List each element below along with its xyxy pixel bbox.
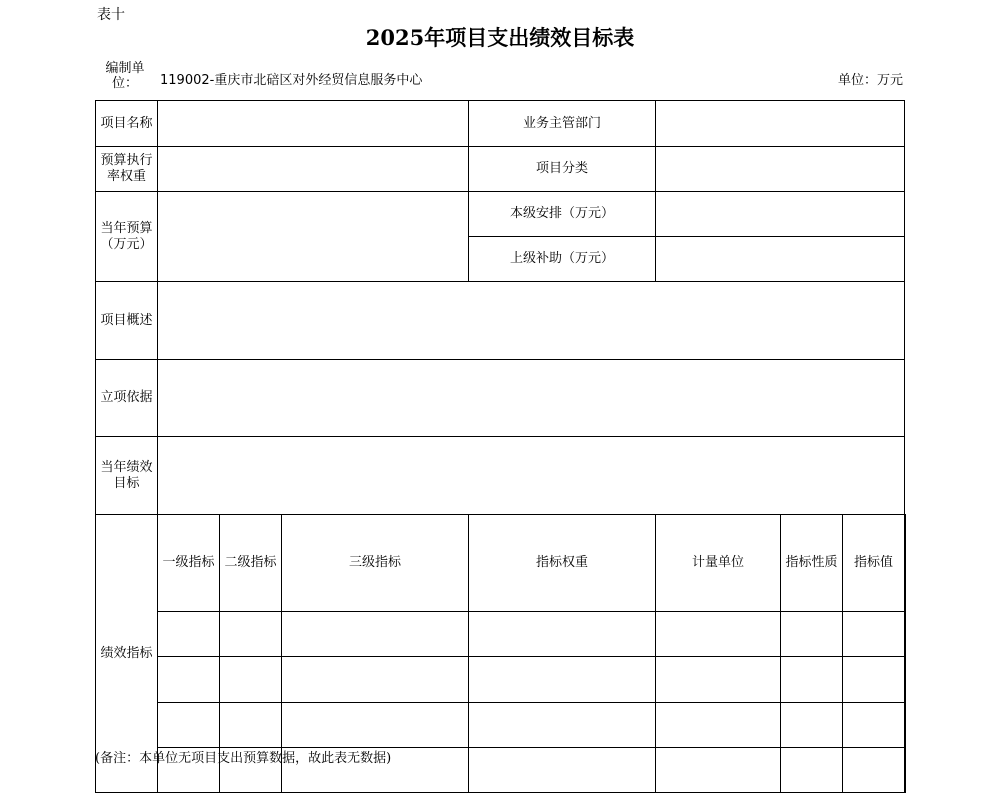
table-cell [220,657,282,703]
table-cell [158,657,220,703]
table-cell [905,657,906,703]
table-cell [781,703,843,748]
table-cell [282,657,469,703]
table-cell [158,703,220,748]
document-title: 2025年项目支出绩效目标表 [365,25,635,50]
indicator-header-level1: 一级指标 [158,515,220,612]
indicator-header-nature: 指标性质 [781,515,843,612]
indicator-header-unit: 计量单位 [656,515,781,612]
execution-weight-value [158,147,469,192]
table-cell [905,703,906,748]
indicator-header-value: 指标值 [843,515,905,612]
table-row [96,703,906,748]
table-cell [220,612,282,657]
table-cell [781,612,843,657]
annual-goal-value [158,437,905,515]
table-cell [282,703,469,748]
project-name-label: 项目名称 [96,101,158,147]
footnote: (备注：本单位无项目支出预算数据，故此表无数据) [95,751,392,766]
table-cell [469,748,656,793]
table-number: 表十 [97,7,125,23]
table-cell [282,612,469,657]
indicators-label: 绩效指标 [96,515,158,793]
basis-label: 立项依据 [96,360,158,437]
table-cell [469,612,656,657]
table-cell [843,703,905,748]
table-cell [843,657,905,703]
department-value [656,101,905,147]
project-name-value [158,101,469,147]
compiling-unit-label: 编制单位： [105,61,145,91]
local-arrangement-value [656,192,905,237]
overview-label: 项目概述 [96,282,158,360]
currency-unit: 单位：万元 [837,73,903,88]
table-cell [656,703,781,748]
table-cell [469,703,656,748]
table-cell [656,748,781,793]
budget-label: 当年预算（万元） [96,192,158,282]
performance-target-table [95,100,906,793]
table-cell [656,657,781,703]
indicator-header-level3: 三级指标 [282,515,469,612]
overview-value [158,282,905,360]
table-cell [905,748,906,793]
table-cell [656,612,781,657]
indicator-header-weight: 指标权重 [469,515,656,612]
budget-value [158,192,469,282]
table-cell [905,612,906,657]
table-cell [843,748,905,793]
table-cell [158,612,220,657]
compiling-unit-value: 119002-重庆市北碚区对外经贸信息服务中心 [160,73,423,88]
indicator-header-core [905,515,906,612]
table-row [96,612,906,657]
indicator-header-level2: 二级指标 [220,515,282,612]
execution-weight-label: 预算执行率权重 [96,147,158,192]
department-label: 业务主管部门 [469,101,656,147]
table-cell [469,657,656,703]
table-cell [781,657,843,703]
category-label: 项目分类 [469,147,656,192]
basis-value [158,360,905,437]
annual-goal-label: 当年绩效目标 [96,437,158,515]
category-value [656,147,905,192]
table-cell [781,748,843,793]
upper-subsidy-label: 上级补助（万元） [469,237,656,282]
table-cell [220,703,282,748]
upper-subsidy-value [656,237,905,282]
local-arrangement-label: 本级安排（万元） [469,192,656,237]
table-cell [843,612,905,657]
table-row [96,657,906,703]
